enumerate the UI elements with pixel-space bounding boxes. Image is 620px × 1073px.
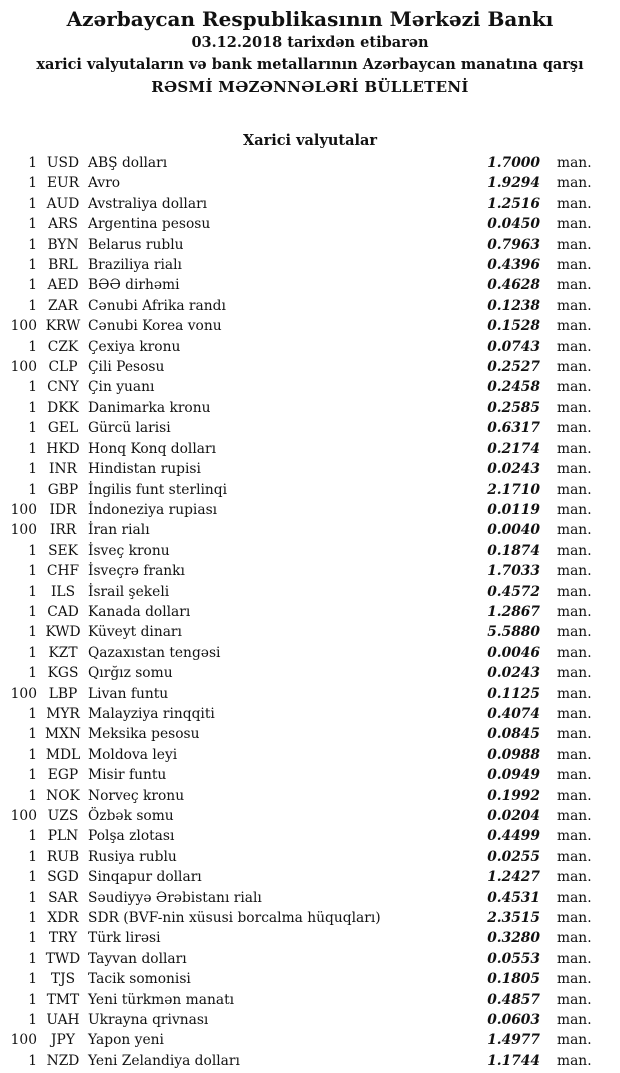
row-currency-name: Küveyt dinarı (88, 624, 182, 641)
row-currency-code: NOK (46, 787, 80, 804)
row-rate-value: 0.1805 (487, 971, 540, 988)
row-quantity: 100 (10, 685, 37, 702)
row-currency-name: Cənubi Afrika randı (88, 297, 226, 314)
row-rate-value: 0.4628 (487, 277, 540, 294)
row-currency-code: TMT (46, 991, 80, 1008)
row-currency-name: Ukrayna qrivnası (88, 1012, 209, 1029)
table-row (0, 826, 620, 846)
row-quantity: 1 (28, 338, 37, 355)
row-unit-label: man. (557, 379, 592, 396)
table-row (0, 439, 620, 459)
row-currency-code: KRW (45, 318, 81, 335)
table-row (0, 724, 620, 744)
table-row (0, 316, 620, 336)
row-currency-name: Avstraliya dolları (88, 195, 208, 212)
effective-date-line: 03.12.2018 tarixdən etibarən (191, 34, 429, 51)
table-row (0, 194, 620, 214)
row-currency-code: UAH (46, 1012, 80, 1029)
table-row (0, 602, 620, 622)
row-currency-code: SEK (48, 542, 78, 559)
row-rate-value: 0.0988 (487, 746, 540, 763)
row-unit-label: man. (557, 787, 592, 804)
row-unit-label: man. (557, 542, 592, 559)
table-row (0, 398, 620, 418)
row-currency-name: Kanada dolları (88, 603, 191, 620)
row-currency-name: SDR (BVF-nin xüsusi borcalma hüquqları) (88, 910, 381, 927)
table-row (0, 745, 620, 765)
row-currency-name: Rusiya rublu (88, 848, 177, 865)
row-unit-label: man. (557, 216, 592, 233)
row-currency-name: Norveç kronu (88, 787, 185, 804)
row-currency-name: Səudiyyə Ərəbistanı rialı (88, 889, 262, 906)
row-quantity: 1 (28, 399, 37, 416)
row-currency-name: Argentina pesosu (88, 216, 211, 233)
row-currency-code: SAR (48, 889, 78, 906)
row-unit-label: man. (557, 155, 592, 171)
table-row (0, 459, 620, 479)
row-quantity: 1 (28, 563, 37, 580)
row-unit-label: man. (557, 277, 592, 294)
row-unit-label: man. (557, 195, 592, 212)
row-unit-label: man. (557, 910, 592, 927)
row-currency-code: BRL (48, 257, 78, 274)
row-quantity: 1 (28, 420, 37, 437)
row-quantity: 1 (28, 624, 37, 641)
row-currency-code: UZS (47, 808, 79, 824)
table-row (0, 786, 620, 806)
row-quantity: 1 (28, 930, 37, 947)
row-quantity: 1 (28, 277, 37, 294)
row-currency-name: İran rialı (88, 522, 150, 539)
row-unit-label: man. (557, 685, 592, 702)
row-rate-value: 1.1744 (487, 1052, 540, 1069)
row-currency-code: AED (47, 277, 79, 294)
section-title: Xarici valyutalar (242, 132, 378, 149)
table-row (0, 255, 620, 275)
row-currency-code: USD (46, 155, 80, 171)
row-quantity: 1 (28, 746, 37, 763)
row-quantity: 100 (10, 359, 37, 376)
table-row (0, 214, 620, 234)
page-title: Azərbaycan Respublikasının Mərkəzi Bankı (66, 7, 554, 31)
row-rate-value: 0.0204 (487, 808, 540, 824)
row-unit-label: man. (557, 563, 592, 580)
row-unit-label: man. (557, 603, 592, 620)
row-currency-name: Yapon yeni (88, 1032, 164, 1049)
row-unit-label: man. (557, 399, 592, 416)
row-currency-name: İsrail şekeli (88, 583, 170, 600)
row-currency-code: AUD (46, 195, 80, 212)
row-rate-value: 0.0255 (487, 848, 540, 865)
row-currency-name: Honq Konq dolları (88, 440, 216, 457)
row-rate-value: 0.2585 (487, 399, 540, 416)
row-quantity: 100 (10, 318, 37, 335)
row-currency-code: XDR (47, 910, 79, 927)
row-currency-code: CLP (48, 359, 78, 376)
row-currency-code: DKK (47, 399, 79, 416)
bulletin-title: RƏSMİ MƏZƏNNƏLƏRİ BÜLLETENİ (151, 78, 469, 96)
row-currency-name: Qırğız somu (88, 665, 173, 682)
row-rate-value: 0.0949 (487, 767, 540, 784)
row-quantity: 1 (28, 726, 37, 743)
row-currency-code: CHF (46, 563, 80, 580)
row-currency-code: KGS (47, 665, 79, 682)
row-currency-name: ABŞ dolları (88, 155, 168, 171)
row-rate-value: 0.0845 (487, 726, 540, 743)
row-unit-label: man. (557, 420, 592, 437)
row-currency-name: Yeni Zelandiya dolları (88, 1052, 240, 1069)
row-currency-code: CAD (47, 603, 79, 620)
row-rate-value: 0.1874 (487, 542, 540, 559)
row-rate-value: 0.4499 (487, 828, 540, 845)
row-quantity: 1 (28, 787, 37, 804)
row-quantity: 1 (28, 991, 37, 1008)
row-quantity: 1 (28, 603, 37, 620)
row-unit-label: man. (557, 359, 592, 376)
table-row (0, 1010, 620, 1030)
table-row (0, 520, 620, 540)
row-unit-label: man. (557, 440, 592, 457)
row-currency-name: Meksika pesosu (88, 726, 200, 743)
row-quantity: 1 (28, 665, 37, 682)
row-unit-label: man. (557, 501, 592, 518)
row-currency-name: Çexiya kronu (88, 338, 181, 355)
row-currency-code: MXN (44, 726, 82, 743)
row-unit-label: man. (557, 1012, 592, 1029)
row-currency-name: Yeni türkmən manatı (88, 991, 235, 1008)
row-rate-value: 1.2867 (487, 603, 540, 620)
row-rate-value: 0.0119 (487, 501, 540, 518)
table-row (0, 418, 620, 438)
row-quantity: 1 (28, 950, 37, 967)
row-currency-name: İsveçrə frankı (88, 563, 185, 580)
row-rate-value: 0.0046 (487, 644, 540, 661)
row-rate-value: 0.0450 (487, 216, 540, 233)
row-rate-value: 0.0603 (487, 1012, 540, 1029)
row-unit-label: man. (557, 848, 592, 865)
row-quantity: 1 (28, 1012, 37, 1029)
row-unit-label: man. (557, 1052, 592, 1069)
row-quantity: 1 (28, 644, 37, 661)
row-currency-name: Çili Pesosu (88, 359, 165, 376)
table-row (0, 377, 620, 397)
row-currency-name: Misir funtu (88, 767, 167, 784)
table-row (0, 847, 620, 867)
table-row (0, 1051, 620, 1071)
row-rate-value: 0.2458 (487, 379, 540, 396)
row-currency-code: HKD (46, 440, 80, 457)
table-row (0, 480, 620, 500)
row-rate-value: 1.4977 (487, 1032, 540, 1049)
row-currency-name: Avro (88, 175, 121, 192)
row-quantity: 1 (28, 848, 37, 865)
table-row (0, 173, 620, 193)
table-row (0, 153, 620, 173)
row-rate-value: 0.1992 (487, 787, 540, 804)
row-currency-name: Gürcü larisi (88, 420, 171, 437)
row-unit-label: man. (557, 971, 592, 988)
row-currency-code: BYN (47, 236, 79, 253)
row-quantity: 1 (28, 828, 37, 845)
row-quantity: 100 (10, 501, 37, 518)
row-quantity: 1 (28, 379, 37, 396)
row-rate-value: 0.4396 (487, 257, 540, 274)
row-currency-code: INR (49, 461, 77, 478)
row-unit-label: man. (557, 746, 592, 763)
scope-line: xarici valyutaların və bank metallarının Azərbaycan manatına qarşı (36, 56, 584, 73)
row-currency-name: Moldova leyi (88, 746, 178, 763)
table-row (0, 296, 620, 316)
row-unit-label: man. (557, 705, 592, 722)
row-unit-label: man. (557, 930, 592, 947)
row-unit-label: man. (557, 726, 592, 743)
row-quantity: 1 (28, 869, 37, 886)
row-currency-code: KWD (45, 624, 81, 641)
row-quantity: 1 (28, 297, 37, 314)
row-currency-name: Belarus rublu (88, 236, 184, 253)
table-row (0, 684, 620, 704)
row-currency-name: İsveç kronu (88, 542, 170, 559)
row-rate-value: 1.9294 (487, 175, 540, 192)
row-currency-name: İndoneziya rupiası (88, 501, 218, 518)
row-currency-name: Malayziya rinqqiti (88, 705, 215, 722)
row-currency-code: NZD (46, 1052, 80, 1069)
table-row (0, 888, 620, 908)
row-quantity: 1 (28, 705, 37, 722)
row-rate-value: 1.2516 (487, 195, 540, 212)
table-row (0, 582, 620, 602)
row-rate-value: 2.1710 (487, 481, 540, 498)
table-row (0, 928, 620, 948)
table-row (0, 704, 620, 724)
table-row (0, 357, 620, 377)
row-unit-label: man. (557, 991, 592, 1008)
row-unit-label: man. (557, 624, 592, 641)
row-currency-name: Sinqapur dolları (88, 869, 202, 886)
row-currency-code: EUR (46, 175, 80, 192)
row-quantity: 1 (28, 910, 37, 927)
row-currency-code: CNY (47, 379, 79, 396)
row-currency-name: Tacik somonisi (88, 971, 191, 988)
row-quantity: 1 (28, 461, 37, 478)
row-rate-value: 0.1238 (487, 297, 540, 314)
row-rate-value: 5.5880 (487, 624, 540, 641)
row-currency-name: BƏƏ dirhəmi (88, 277, 180, 294)
row-currency-name: Danimarka kronu (88, 399, 211, 416)
row-rate-value: 1.7000 (487, 155, 540, 171)
row-rate-value: 0.0243 (487, 665, 540, 682)
row-rate-value: 0.4531 (487, 889, 540, 906)
row-quantity: 100 (10, 1032, 37, 1049)
row-currency-code: CZK (47, 338, 79, 355)
row-unit-label: man. (557, 665, 592, 682)
row-unit-label: man. (557, 257, 592, 274)
row-currency-name: Livan funtu (88, 685, 169, 702)
row-currency-name: Hindistan rupisi (88, 461, 201, 478)
row-rate-value: 0.4074 (487, 705, 540, 722)
row-rate-value: 0.1125 (487, 685, 540, 702)
row-rate-value: 1.7033 (487, 563, 540, 580)
row-currency-code: KZT (48, 644, 78, 661)
row-currency-name: Polşa zlotası (88, 828, 175, 845)
row-currency-name: İngilis funt sterlinqi (88, 481, 228, 498)
table-row (0, 806, 620, 826)
row-currency-name: Cənubi Korea vonu (88, 318, 222, 335)
row-rate-value: 0.4857 (487, 991, 540, 1008)
table-row (0, 663, 620, 683)
row-unit-label: man. (557, 297, 592, 314)
row-unit-label: man. (557, 889, 592, 906)
row-rate-value: 0.2174 (487, 440, 540, 457)
row-rate-value: 0.7963 (487, 236, 540, 253)
row-unit-label: man. (557, 318, 592, 335)
row-currency-name: Qazaxıstan tengəsi (88, 644, 221, 661)
row-rate-value: 0.6317 (487, 420, 540, 437)
row-rate-value: 0.0243 (487, 461, 540, 478)
row-rate-value: 2.3515 (487, 910, 540, 927)
row-currency-name: Türk lirəsi (88, 930, 161, 947)
row-unit-label: man. (557, 950, 592, 967)
row-currency-code: LBP (48, 685, 78, 702)
row-currency-name: Tayvan dolları (88, 950, 187, 967)
row-quantity: 100 (10, 808, 37, 824)
row-quantity: 1 (28, 583, 37, 600)
table-row (0, 949, 620, 969)
row-unit-label: man. (557, 461, 592, 478)
row-currency-code: RUB (46, 848, 80, 865)
row-unit-label: man. (557, 175, 592, 192)
row-currency-code: MYR (46, 705, 80, 722)
row-quantity: 1 (28, 257, 37, 274)
table-row (0, 500, 620, 520)
table-row (0, 765, 620, 785)
row-currency-code: PLN (47, 828, 79, 845)
table-row (0, 275, 620, 295)
row-currency-code: SGD (47, 869, 79, 886)
row-quantity: 1 (28, 175, 37, 192)
table-row (0, 990, 620, 1010)
row-quantity: 1 (28, 542, 37, 559)
row-currency-code: GBP (47, 481, 79, 498)
row-unit-label: man. (557, 583, 592, 600)
row-unit-label: man. (557, 481, 592, 498)
bulletin-header (0, 0, 620, 99)
table-row (0, 867, 620, 887)
row-quantity: 1 (28, 889, 37, 906)
table-row (0, 235, 620, 255)
row-currency-code: IDR (49, 501, 77, 518)
row-quantity: 100 (10, 522, 37, 539)
row-currency-code: ZAR (48, 297, 78, 314)
row-unit-label: man. (557, 869, 592, 886)
table-row (0, 622, 620, 642)
table-row (0, 969, 620, 989)
row-quantity: 1 (28, 1052, 37, 1069)
row-currency-code: TJS (50, 971, 76, 988)
row-rate-value: 1.2427 (487, 869, 540, 886)
row-unit-label: man. (557, 522, 592, 539)
row-currency-code: ILS (50, 583, 76, 600)
row-rate-value: 0.0743 (487, 338, 540, 355)
row-currency-code: MDL (45, 746, 81, 763)
row-quantity: 1 (28, 971, 37, 988)
row-rate-value: 0.4572 (487, 583, 540, 600)
row-currency-code: ARS (48, 216, 78, 233)
table-row (0, 337, 620, 357)
row-quantity: 1 (28, 481, 37, 498)
row-currency-code: JPY (51, 1032, 75, 1049)
row-currency-name: Çin yuanı (88, 379, 155, 396)
row-rate-value: 0.2527 (487, 359, 540, 376)
rates-table (0, 153, 620, 1071)
table-row (0, 643, 620, 663)
row-quantity: 1 (28, 767, 37, 784)
row-quantity: 1 (28, 155, 37, 171)
row-currency-name: Braziliya rialı (88, 257, 182, 274)
row-unit-label: man. (557, 644, 592, 661)
row-currency-code: EGP (47, 767, 79, 784)
row-currency-code: TWD (45, 950, 81, 967)
row-currency-name: Özbək somu (88, 808, 174, 824)
row-currency-code: IRR (49, 522, 77, 539)
table-row (0, 908, 620, 928)
row-unit-label: man. (557, 808, 592, 824)
row-quantity: 1 (28, 440, 37, 457)
row-unit-label: man. (557, 828, 592, 845)
row-quantity: 1 (28, 195, 37, 212)
row-currency-code: TRY (48, 930, 78, 947)
row-quantity: 1 (28, 236, 37, 253)
row-rate-value: 0.0040 (487, 522, 540, 539)
row-unit-label: man. (557, 236, 592, 253)
row-unit-label: man. (557, 1032, 592, 1049)
row-quantity: 1 (28, 216, 37, 233)
table-row (0, 561, 620, 581)
row-currency-code: GEL (47, 420, 79, 437)
row-rate-value: 0.3280 (487, 930, 540, 947)
row-unit-label: man. (557, 338, 592, 355)
row-unit-label: man. (557, 767, 592, 784)
row-rate-value: 0.1528 (487, 318, 540, 335)
row-rate-value: 0.0553 (487, 950, 540, 967)
table-row (0, 1030, 620, 1050)
table-row (0, 541, 620, 561)
